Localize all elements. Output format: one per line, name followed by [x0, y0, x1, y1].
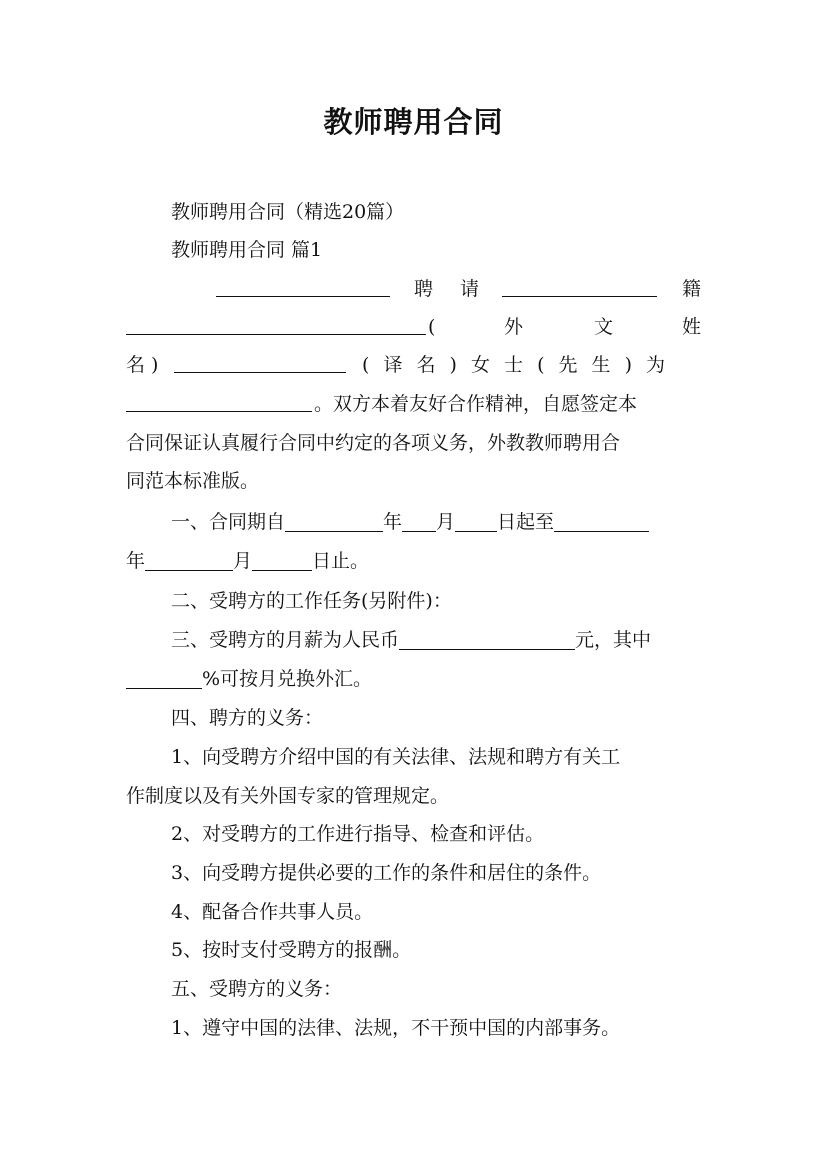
blank-nationality[interactable]: [502, 274, 657, 297]
blank-end-year-prefix[interactable]: [554, 509, 649, 532]
clause-1-end-year: 年: [126, 550, 146, 572]
clause-1-end-month: 月: [233, 550, 253, 572]
blank-translated-name[interactable]: [174, 350, 346, 373]
clause-3-line-1: [171, 621, 701, 659]
clause-3-line-2: [126, 660, 701, 698]
blank-position[interactable]: [126, 389, 312, 412]
clause-1-end-day: 日止。: [312, 550, 370, 572]
blank-end-month[interactable]: [145, 548, 233, 571]
blank-start-day[interactable]: [455, 509, 497, 532]
clause-1-month: 月: [436, 511, 456, 533]
blank-employer[interactable]: [216, 274, 390, 297]
clause-1-line-1: [171, 503, 701, 541]
intro-paren-open: (: [428, 316, 436, 338]
clause-4-item-1-line-2: 作制度以及有关外国专家的管理规定。: [126, 785, 450, 807]
section-heading: 教师聘用合同 篇1: [171, 239, 323, 261]
clause-4-item-2: 2、对受聘方的工作进行指导、检查和评估。: [171, 823, 545, 845]
document-subtitle: 教师聘用合同（精选20篇）: [171, 201, 405, 223]
clause-1-line-2: [126, 542, 701, 580]
intro-word-wen: 文: [594, 316, 614, 338]
clause-1-label: 一、合同期自: [171, 511, 286, 533]
intro-word-ji: 籍: [682, 278, 702, 300]
clause-5-heading: 五、受聘方的义务：: [171, 978, 343, 1000]
clause-2: 二、受聘方的工作任务(另附件)：: [171, 590, 452, 612]
blank-start-year[interactable]: [285, 509, 383, 532]
intro-line-4-text: 。双方本着友好合作精神，自愿签定本: [314, 393, 638, 415]
clause-4-item-1-line-1: 1、向受聘方介绍中国的有关法律、法规和聘方有关工: [171, 746, 621, 768]
intro-translated-name-label: ( 译 名 ) 女 士 ( 先 生 ) 为: [362, 354, 666, 376]
intro-word-wai: 外: [504, 316, 524, 338]
clause-4-item-3: 3、向受聘方提供必要的工作的条件和居住的条件。: [171, 862, 602, 884]
intro-line-4: [126, 385, 701, 423]
clause-1-until: 日起至: [497, 511, 555, 533]
clause-3-yuan: 元，其中: [575, 629, 652, 651]
clause-3-exchange: %可按月兑换外汇。: [202, 668, 373, 690]
intro-word-pin: 聘: [414, 278, 434, 300]
blank-salary[interactable]: [399, 627, 575, 650]
document-title: 教师聘用合同: [323, 105, 504, 139]
clause-1-year: 年: [383, 511, 403, 533]
clause-5-item-1: 1、遵守中国的法律、法规，不干预中国的内部事务。: [171, 1017, 621, 1039]
clause-4-item-4: 4、配备合作共事人员。: [171, 901, 374, 923]
blank-end-day[interactable]: [252, 548, 312, 571]
intro-word-ming: 名 ): [126, 354, 159, 376]
intro-line-6: 同范本标准版。: [126, 470, 260, 492]
intro-line-5: 合同保证认真履行合同中约定的各项义务，外教教师聘用合: [126, 432, 621, 454]
blank-start-month[interactable]: [402, 509, 436, 532]
clause-3-label: 三、受聘方的月薪为人民币: [171, 629, 400, 651]
blank-foreign-name[interactable]: [126, 312, 426, 335]
intro-line-1: [126, 270, 701, 308]
clause-4-item-5: 5、按时支付受聘方的报酬。: [171, 939, 412, 961]
clause-4-heading: 四、聘方的义务：: [171, 707, 324, 729]
intro-line-3: [126, 346, 701, 384]
intro-line-2: [126, 308, 701, 346]
intro-word-qing: 请: [460, 278, 480, 300]
blank-percent[interactable]: [126, 666, 202, 689]
intro-word-xing: 姓: [682, 316, 702, 338]
